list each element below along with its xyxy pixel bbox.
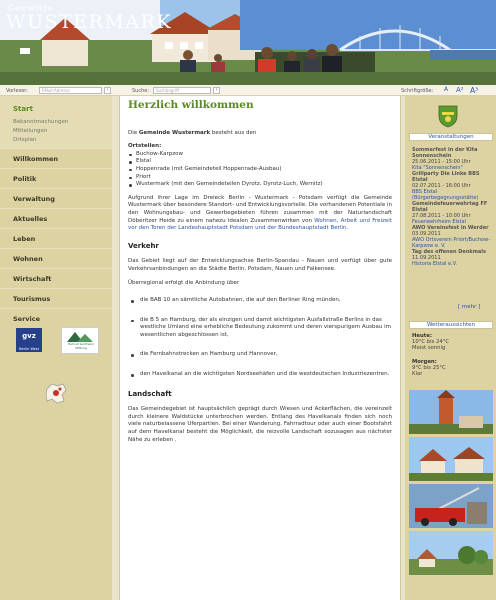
event-item[interactable] — [412, 147, 492, 171]
font-small-button[interactable]: A — [444, 86, 449, 93]
nav-item-politik[interactable]: Politik — [0, 168, 112, 188]
email-go-button[interactable]: › — [104, 87, 111, 94]
nav-item-aktuelles[interactable]: Aktuelles — [0, 208, 112, 228]
event-title: Sommerfest in der Kita Sonnenschein — [412, 147, 478, 159]
event-place-link[interactable]: BBS Elstal (Bürgerbegegnungsstätte) — [412, 189, 479, 201]
event-date: 27.08.2011 - 10:00 Uhr — [412, 213, 471, 219]
sidebar-nav — [0, 96, 112, 600]
photo-houses[interactable] — [409, 437, 493, 481]
event-place-link[interactable]: Kita "Sonnenschein" — [412, 165, 463, 171]
nav-item-willkommen[interactable]: Willkommen — [0, 148, 112, 168]
event-place-link[interactable]: Historia Elstal e.V. — [412, 261, 458, 267]
nav-item-service[interactable]: Service — [0, 308, 112, 328]
event-date: 11.09.2011 — [412, 255, 441, 261]
nav-item-tourismus[interactable]: Tourismus — [0, 288, 112, 308]
list-item: die BAB 10 an sämtliche Autobahnen, die auf den Berliner Ring münden, — [128, 297, 392, 305]
right-sidebar — [405, 96, 496, 600]
event-title: Tag des offenen Denkmals — [412, 249, 486, 255]
events-more-link[interactable]: [ mehr ] — [458, 304, 481, 310]
event-date: 02.07.2011 - 16:00 Uhr — [412, 183, 471, 189]
brandenburg-map-icon[interactable] — [44, 381, 68, 405]
landschaft-heading: Landschaft — [128, 389, 172, 398]
logo-subtitle: Gemeinde — [8, 4, 54, 13]
page-title: Herzlich willkommen — [128, 99, 254, 111]
location-text: Aufgrund ihrer Lage im Dreieck Berlin - Wustermark - Potsdam verfügt die Gemeinde Wustermark über besondere Standort- und Entwicklungsvorteile. Die vorhandenen Potentiale in den Wohnungsbau- und Gewerbegebieten führen zusammen mit der Naturlandschaft Döberitzer Heide zu einem nahezu idealen Zusammenwirken von — [128, 194, 392, 224]
nav-item-leben[interactable]: Leben — [0, 228, 112, 248]
weather-today-temp: 10°C bis 24°C — [412, 339, 450, 346]
nav-item-verwaltung[interactable]: Verwaltung — [0, 188, 112, 208]
list-item: Priort — [128, 174, 392, 182]
gvz-logo-link[interactable] — [16, 328, 42, 352]
event-place-link[interactable]: AWO Ortsverein Priort/Buchow-Karpzow e. V. — [412, 237, 490, 249]
gvz-logo-text: gvz — [22, 332, 36, 340]
ortsteile-list — [128, 151, 392, 189]
photo-firetruck[interactable] — [409, 484, 493, 528]
readspeaker-label: Vorleser: — [6, 88, 28, 94]
event-item[interactable] — [412, 201, 492, 225]
photo-tower[interactable] — [409, 390, 493, 434]
start-section — [0, 96, 112, 148]
intro-pre: Die — [128, 129, 139, 136]
weather-today-label: Heute: — [412, 333, 433, 339]
list-item: Hoppenrade (mit Gemeindeteil Hoppenrade-Ausbau) — [128, 166, 392, 174]
weather-tomorrow-temp: 9°C bis 25°C — [412, 364, 446, 371]
weather-today-desc: Meist sonnig — [412, 345, 446, 352]
fontsize-label: Schriftgröße: — [401, 88, 434, 94]
list-item: Buchow-Karpzow — [128, 151, 392, 159]
toolbar — [0, 85, 496, 96]
verkehr-paragraph: Das Gebiet liegt auf der Entwicklungsachse Berlin-Spandau - Nauen und verfügt über gute Verkehrsanbindungen an die Städte Berlin, Potsdam, Nauen und Falkensee. — [128, 258, 392, 272]
weather-heading: Wetteraussichten — [409, 321, 493, 329]
main-content — [119, 96, 401, 600]
event-title: Grillparty Die Linke BBS Elstal — [412, 171, 480, 183]
nav-item-start[interactable]: Start — [13, 105, 33, 113]
search-input[interactable]: Suchbegriff — [153, 87, 211, 94]
nav-item-wohnen[interactable]: Wohnen — [0, 248, 112, 268]
search-label: Suche: — [132, 88, 150, 94]
event-title: AWO Vereinsfest in Werder — [412, 225, 489, 231]
list-item: die Fernbahnstrecken an Hamburg und Hannover, — [128, 351, 392, 359]
font-large-button[interactable]: A³ — [470, 86, 479, 95]
intro-post: besteht aus den — [210, 129, 257, 136]
events-heading: Veranstaltungen — [409, 133, 493, 141]
nav-item-wirtschaft[interactable]: Wirtschaft — [0, 268, 112, 288]
header-banner — [0, 0, 496, 85]
stiftung-logo-text: Helmut Gollmann Stiftung — [67, 342, 95, 350]
event-title: Gemeindefeuerwehrtag FF Elstal — [412, 201, 488, 213]
nav-subitem-bekanntmachungen[interactable]: Bekanntmachungen — [13, 118, 69, 125]
nav-subitem-ortsplan[interactable]: Ortsplan — [13, 136, 37, 143]
list-item: Wustermark (mit den Gemeindeteilen Dyrotz, Dyrotz-Luch, Wernitz) — [128, 181, 392, 189]
stiftung-logo-link[interactable] — [61, 327, 99, 354]
event-item[interactable] — [412, 171, 492, 201]
list-item: die B 5 an Hamburg, der als einzigen und damit wichtigsten Ausfallstraße Berlins in das westliche Umland eine erhebliche Bedeutung zukommt und deren vierspurigem Ausbau im wesentlichen abgeschlossen ist, — [128, 317, 392, 340]
ortsteile-label: Ortsteilen: — [128, 143, 162, 150]
wohnen-arbeit-link[interactable]: Wohnen, Arbeit und Freizeit vor den Toren der Landeshauptstadt Potsdam und der Bundeshauptstadt Berlin. — [128, 217, 392, 232]
weather-tomorrow-label: Morgen: — [412, 358, 437, 365]
landschaft-paragraph: Das Gemeindegebiet ist hauptsächlich geprägt durch Wiesen und Ackerflächen, die vereinzelt durch kleinere Waldstücke unterbrochen werden. Entlang des Havelkanals finden sich noch viele naturbelassene Uferpartien. Bei einer Wanderung, Fahrradtour oder auch einer Bootsfahrt auf dem Havelkanal besteht die Möglichkeit, die reizvolle Landschaft sozusagen aus nächster Nähe zu erleben . — [128, 406, 392, 443]
intro-paragraph — [128, 130, 392, 138]
event-date: 03.09.2011 — [412, 231, 441, 237]
coat-of-arms-icon — [433, 104, 463, 128]
event-date: 25.06.2011 - 15:00 Uhr — [412, 159, 471, 165]
weather-forecast — [412, 333, 492, 377]
event-place-link[interactable]: Feuerwehrheim Elstal — [412, 219, 466, 225]
photo-village[interactable] — [409, 531, 493, 575]
nav-subitem-mitteilungen[interactable]: Mitteilungen — [13, 127, 48, 134]
gvz-logo-subtitle: Berlin West — [19, 347, 39, 351]
location-paragraph — [128, 195, 392, 233]
event-item[interactable] — [412, 225, 492, 249]
intro-bold: Gemeinde Wustermark — [138, 129, 211, 136]
list-item: den Havelkanal an die wichtigsten Nordseehäfen und die westdeutschen Industriezentren. — [128, 371, 392, 379]
logo-title[interactable]: WUSTERMARK — [6, 11, 173, 33]
verkehr-list — [128, 297, 392, 379]
event-item[interactable] — [412, 249, 492, 267]
list-item: Elstal — [128, 158, 392, 166]
email-input[interactable]: EMail-Adresse — [39, 87, 102, 94]
weather-tomorrow-desc: Klar — [412, 371, 423, 378]
events-list — [412, 147, 492, 267]
verkehr-intro: Überregional erfolgt die Anbindung über — [128, 279, 240, 286]
font-medium-button[interactable]: A² — [456, 86, 464, 94]
search-go-button[interactable]: › — [213, 87, 220, 94]
verkehr-heading: Verkehr — [128, 241, 159, 250]
